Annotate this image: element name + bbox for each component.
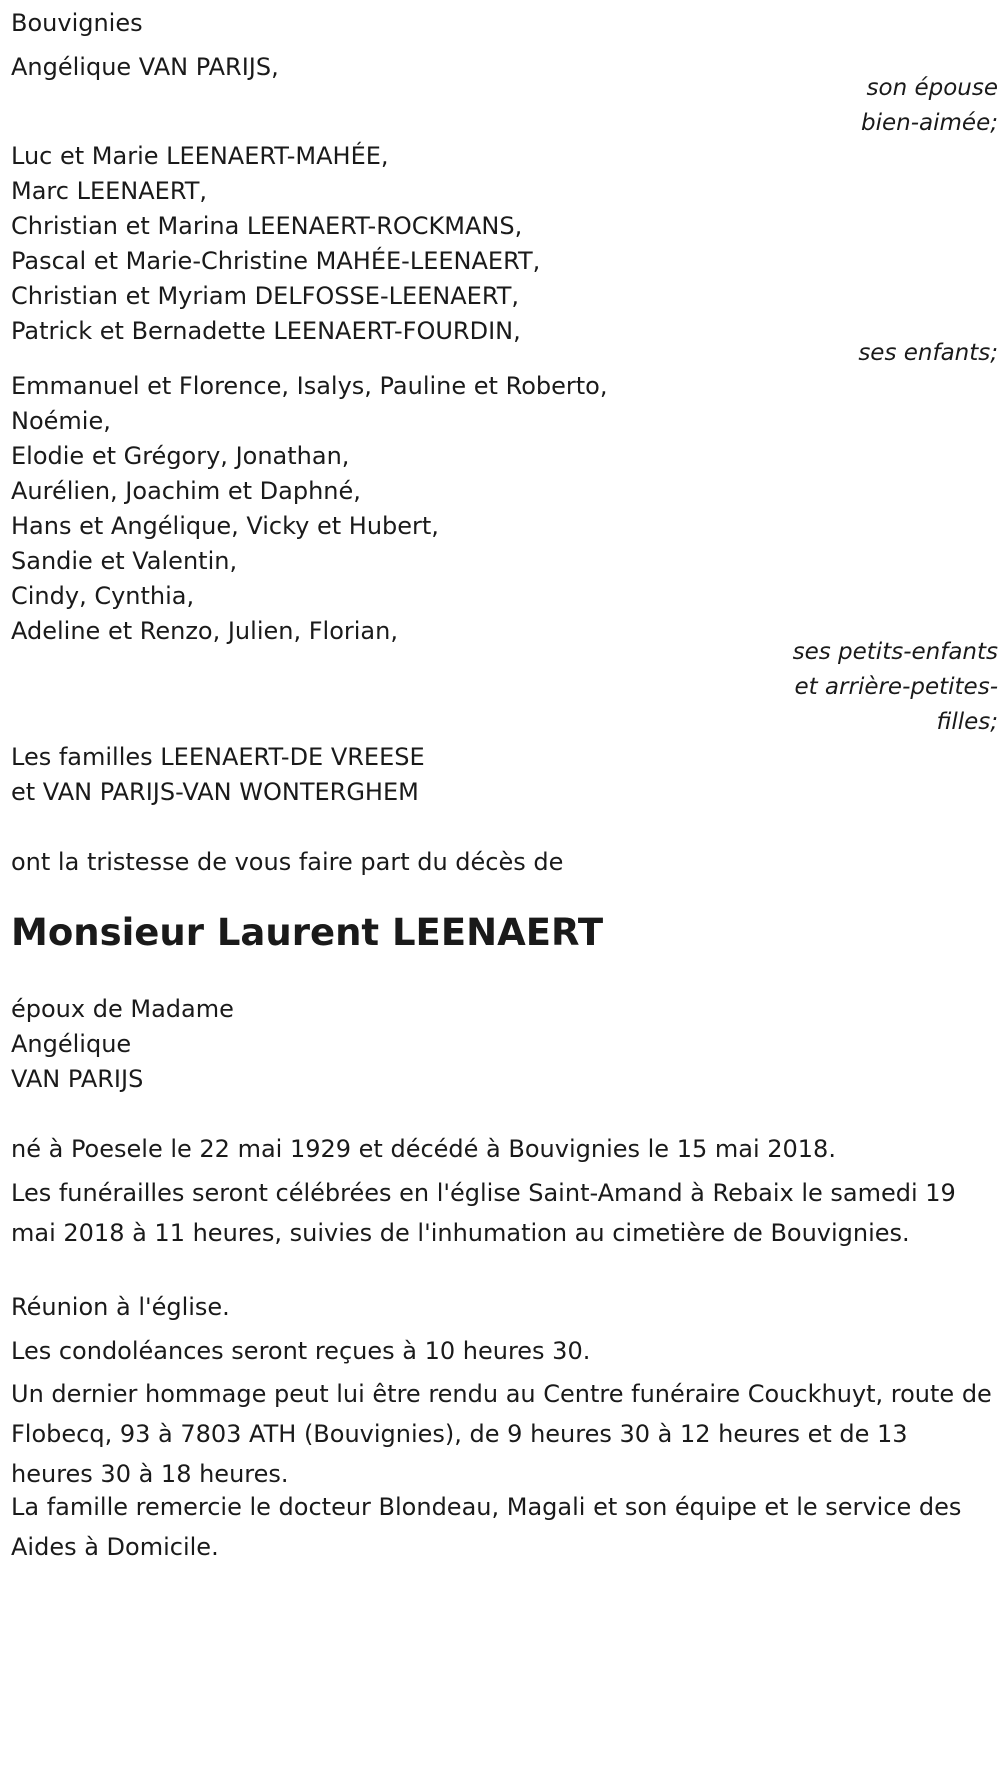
grandchild-line: Aurélien, Joachim et Daphné,	[11, 477, 361, 505]
location-header: Bouvignies	[11, 9, 143, 37]
grandchildren-relation-line: et arrière-petites-	[794, 674, 998, 700]
grandchild-line: Noémie,	[11, 407, 111, 435]
spouse-relation-line: bien-aimée;	[861, 110, 998, 136]
tribute-paragraph: Un dernier hommage peut lui être rendu au Centre funéraire Couckhuyt, route de Flobecq, 93 à 7803 ATH (Bouvignies), de 9 heures 30 à 12 heures et de 13 heures 30 à 18 heures.	[11, 1380, 992, 1488]
children-relation: ses enfants;	[858, 340, 998, 366]
funeral-paragraph: Les funérailles seront célébrées en l'église Saint-Amand à Rebaix le samedi 19 mai 2018 à 11 heures, suivies de l'inhumation au cimetière de Bouvignies.	[11, 1179, 956, 1247]
spouse-relation-line: son épouse	[866, 75, 998, 101]
birth-death-paragraph: né à Poesele le 22 mai 1929 et décédé à Bouvignies le 15 mai 2018.	[11, 1135, 836, 1163]
spouse-of-line: Angélique	[11, 1030, 132, 1058]
spouse-name: Angélique VAN PARIJS,	[11, 53, 279, 81]
grandchild-line: Emmanuel et Florence, Isalys, Pauline et Roberto,	[11, 372, 608, 400]
child-line: Pascal et Marie-Christine MAHÉE-LEENAERT,	[11, 247, 541, 275]
child-line: Christian et Myriam DELFOSSE-LEENAERT,	[11, 282, 520, 310]
grandchild-line: Cindy, Cynthia,	[11, 582, 195, 610]
meeting-paragraph: Réunion à l'église.	[11, 1293, 230, 1321]
grandchild-line: Elodie et Grégory, Jonathan,	[11, 442, 350, 470]
grandchildren-relation-line: ses petits-enfants	[792, 639, 998, 665]
announcement-text: ont la tristesse de vous faire part du décès de	[11, 848, 564, 876]
families-line: et VAN PARIJS-VAN WONTERGHEM	[11, 778, 419, 806]
deceased-name: Monsieur Laurent LEENAERT	[11, 911, 604, 954]
grandchild-line: Adeline et Renzo, Julien, Florian,	[11, 617, 398, 645]
child-line: Patrick et Bernadette LEENAERT-FOURDIN,	[11, 317, 521, 345]
child-line: Marc LEENAERT,	[11, 177, 208, 205]
families-line: Les familles LEENAERT-DE VREESE	[11, 743, 425, 771]
grandchildren-relation-line: filles;	[936, 709, 998, 735]
condolences-paragraph: Les condoléances seront reçues à 10 heures 30.	[11, 1337, 591, 1365]
spouse-of-line: époux de Madame	[11, 995, 234, 1023]
grandchild-line: Hans et Angélique, Vicky et Hubert,	[11, 512, 439, 540]
child-line: Christian et Marina LEENAERT-ROCKMANS,	[11, 212, 523, 240]
spouse-of-line: VAN PARIJS	[11, 1065, 144, 1093]
thanks-paragraph: La famille remercie le docteur Blondeau, Magali et son équipe et le service des Aides à Domicile.	[11, 1493, 962, 1561]
grandchild-line: Sandie et Valentin,	[11, 547, 238, 575]
child-line: Luc et Marie LEENAERT-MAHÉE,	[11, 142, 389, 170]
